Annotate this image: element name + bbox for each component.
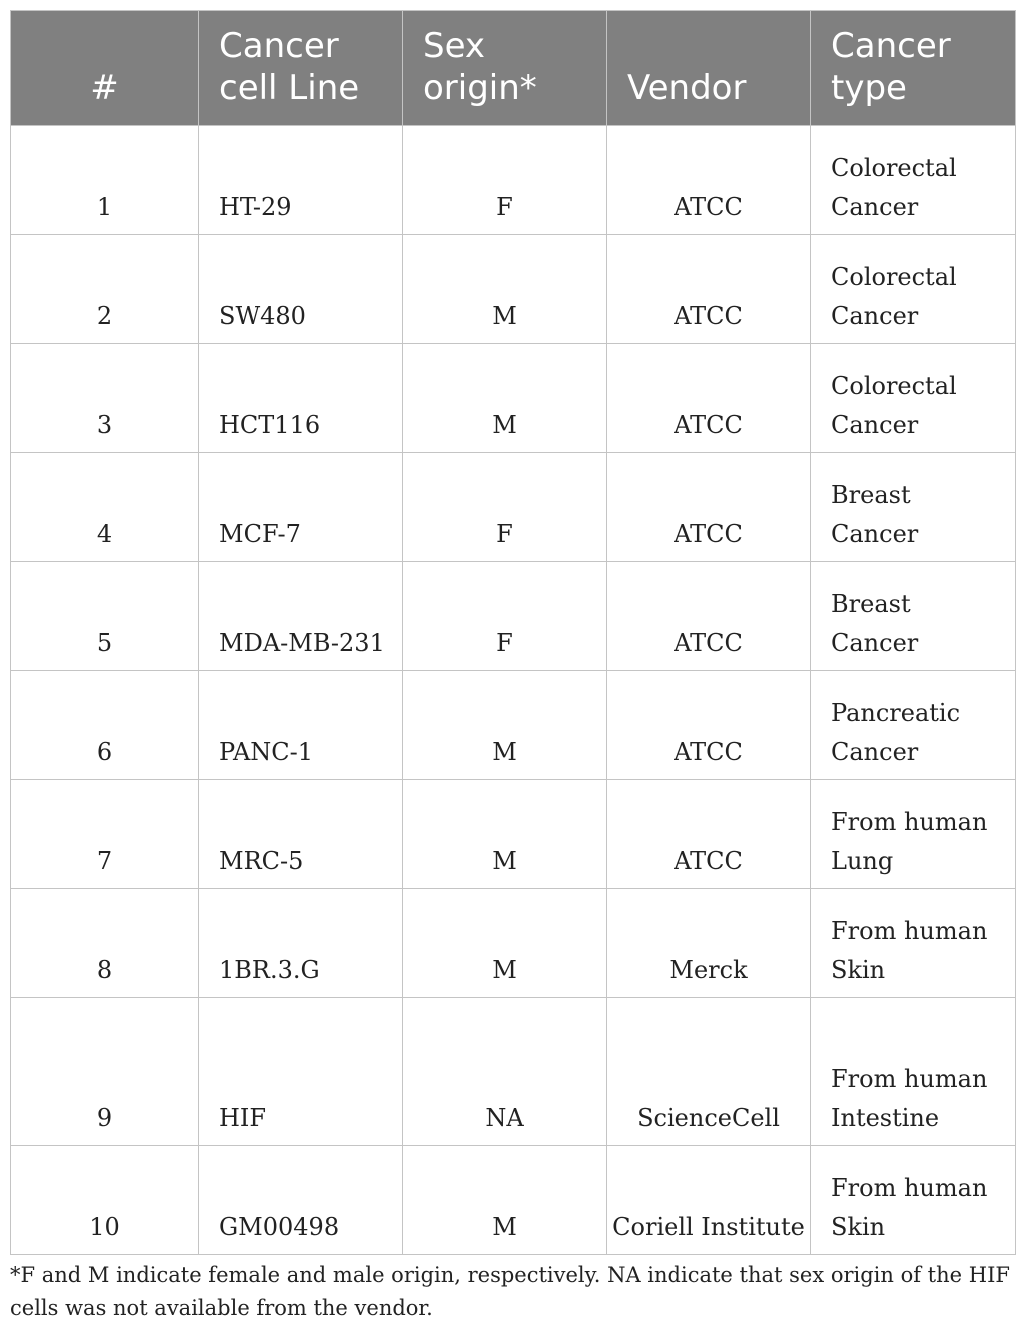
sex-origin: F [403, 562, 607, 671]
row-number: 3 [11, 344, 199, 453]
table-row [11, 126, 1016, 235]
cancer-type: Colorectal Cancer [811, 235, 1016, 344]
header-cell-line: Cancer cell Line [199, 11, 403, 126]
vendor: ATCC [607, 671, 811, 780]
sex-origin: M [403, 780, 607, 889]
vendor: ATCC [607, 344, 811, 453]
table-footnote: *F and M indicate female and male origin, respectively. NA indicate that sex origin of the HIF cells was not available from the vendor. [10, 1263, 1010, 1320]
cell-lines-table-container [10, 10, 1015, 1255]
table-row [11, 453, 1016, 562]
cell-line-name: HCT116 [199, 344, 403, 453]
cell-line-name: MDA-MB-231 [199, 562, 403, 671]
sex-origin: F [403, 453, 607, 562]
cancer-type: From human Intestine [811, 998, 1016, 1146]
row-number: 1 [11, 126, 199, 235]
table-row [11, 235, 1016, 344]
vendor: Merck [607, 889, 811, 998]
cell-line-name: HIF [199, 998, 403, 1146]
cancer-type: Breast Cancer [811, 562, 1016, 671]
header-cancer-type: Cancer type [811, 11, 1016, 126]
sex-origin: M [403, 889, 607, 998]
table-row [11, 671, 1016, 780]
row-number: 9 [11, 998, 199, 1146]
cell-lines-table [10, 10, 1016, 1255]
cell-line-name: GM00498 [199, 1146, 403, 1255]
sex-origin: M [403, 235, 607, 344]
cell-line-name: SW480 [199, 235, 403, 344]
vendor: ScienceCell [607, 998, 811, 1146]
cancer-type: From human Skin [811, 889, 1016, 998]
vendor: ATCC [607, 562, 811, 671]
cancer-type: Colorectal Cancer [811, 344, 1016, 453]
row-number: 5 [11, 562, 199, 671]
cancer-type: Breast Cancer [811, 453, 1016, 562]
vendor: ATCC [607, 235, 811, 344]
table-row [11, 889, 1016, 998]
table-row [11, 1146, 1016, 1255]
cell-line-name: HT-29 [199, 126, 403, 235]
sex-origin: M [403, 1146, 607, 1255]
sex-origin: F [403, 126, 607, 235]
table-row [11, 344, 1016, 453]
table-row [11, 780, 1016, 889]
cancer-type: Pancreatic Cancer [811, 671, 1016, 780]
header-vendor: Vendor [607, 11, 811, 126]
cancer-type: Colorectal Cancer [811, 126, 1016, 235]
header-sex-origin: Sex origin* [403, 11, 607, 126]
cancer-type: From human Skin [811, 1146, 1016, 1255]
row-number: 2 [11, 235, 199, 344]
sex-origin: M [403, 344, 607, 453]
cell-line-name: MCF-7 [199, 453, 403, 562]
cell-line-name: MRC-5 [199, 780, 403, 889]
row-number: 4 [11, 453, 199, 562]
header-number: # [11, 11, 199, 126]
vendor: ATCC [607, 126, 811, 235]
row-number: 10 [11, 1146, 199, 1255]
cancer-type: From human Lung [811, 780, 1016, 889]
vendor: ATCC [607, 453, 811, 562]
sex-origin: M [403, 671, 607, 780]
cell-line-name: 1BR.3.G [199, 889, 403, 998]
row-number: 6 [11, 671, 199, 780]
cell-line-name: PANC-1 [199, 671, 403, 780]
vendor: Coriell Institute [607, 1146, 811, 1255]
table-row [11, 998, 1016, 1146]
vendor: ATCC [607, 780, 811, 889]
row-number: 8 [11, 889, 199, 998]
table-row [11, 562, 1016, 671]
row-number: 7 [11, 780, 199, 889]
sex-origin: NA [403, 998, 607, 1146]
table-header-row [11, 11, 1016, 126]
